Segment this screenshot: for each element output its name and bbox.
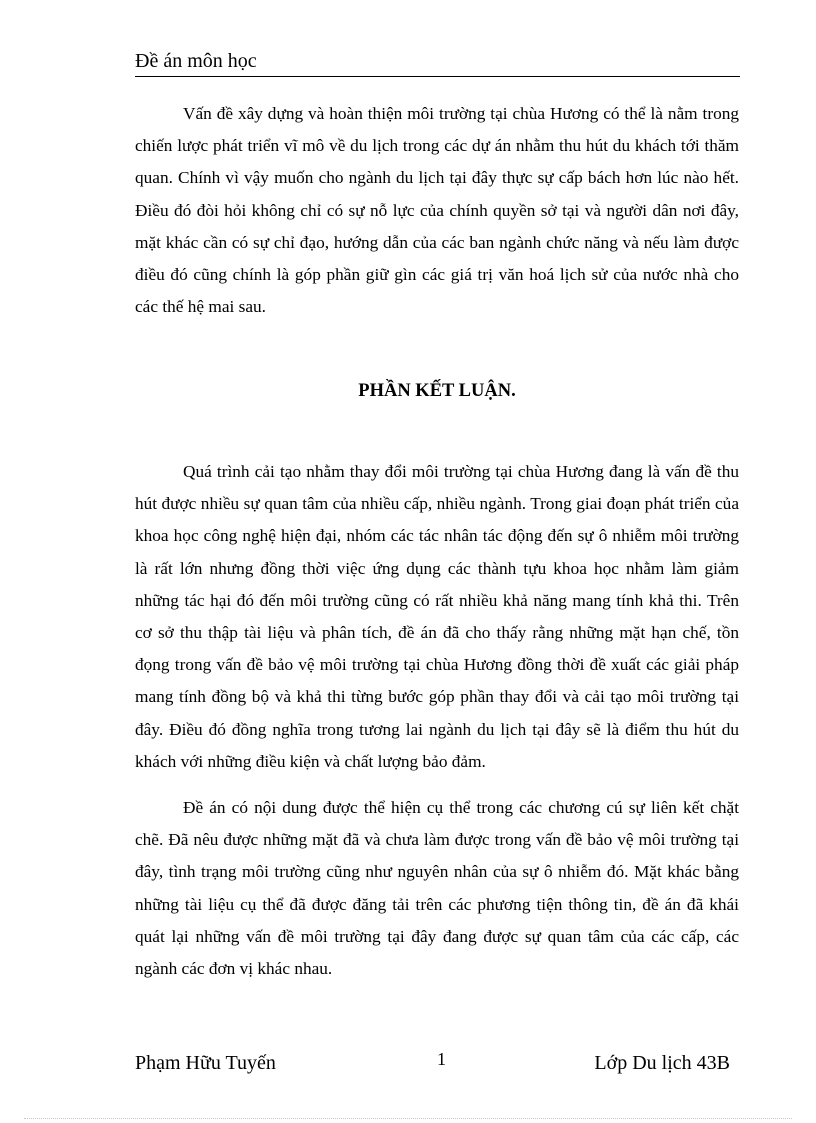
page-header (135, 48, 740, 77)
conclusion-paragraph-1: Quá trình cải tạo nhằm thay đổi môi trường tại chùa Hương đang là vấn đề thu hút được nhiều sự quan tâm của nhiều cấp, nhiều ngành. Trong giai đoạn phát triển của khoa học công nghệ hiện đại, nhóm các tác nhân tác động đến sự ô nhiễm môi trường là rất lớn nhưng đồng thời việc ứng dụng các thành tựu khoa học nhằm làm giảm những tác hại đó đến môi trường cũng có rất nhiều khả năng mang tính khả thi. Trên cơ sở thu thập tài liệu và phân tích, đề án đã cho thấy rằng những mặt hạn chế, tồn đọng trong vấn đề bảo vệ môi trường tại chùa Hương đồng thời đề xuất các giải pháp mang tính đồng bộ và khả thi từng bước góp phần thay đổi và cải tạo môi trường tại đây. Điều đó đồng nghĩa trong tương lai ngành du lịch tại đây sẽ là điểm thu hút du khách với những điều kiện và chất lượng bảo đảm. (135, 462, 739, 771)
section-title: PHẦN KẾT LUẬN. (358, 381, 516, 401)
page-footer (135, 1048, 730, 1078)
intro-section (135, 98, 739, 323)
page-edge-divider (24, 1118, 792, 1119)
conclusion-section (135, 456, 739, 985)
intro-paragraph: Vấn đề xây dựng và hoàn thiện môi trường tại chùa Hương có thể là nằm trong chiến lược phát triển vĩ mô về du lịch trong các dự án nhằm thu hút du khách tới thăm quan. Chính vì vậy muốn cho ngành du lịch tại đây thực sự cấp bách hơn lúc nào hết. Điều đó đòi hỏi không chỉ có sự nỗ lực của chính quyền sở tại và người dân nơi đây, mặt khác cần có sự chỉ đạo, hướng dẫn của các ban ngành chức năng và nếu làm được điều đó cũng chính là góp phần giữ gìn các giá trị văn hoá lịch sử của nước nhà cho các thế hệ mai sau. (135, 104, 739, 317)
footer-author: Phạm Hữu Tuyến (135, 1052, 276, 1074)
conclusion-paragraph-2: Đề án có nội dung được thể hiện cụ thể trong các chương cú sự liên kết chặt chẽ. Đã nêu được những mặt đã và chưa làm được trong vấn đề bảo vệ môi trường tại đây, tình trạng môi trường cũng như nguyên nhân của sự ô nhiễm đó. Mặt khác bằng những tài liệu cụ thể đã được đăng tải trên các phương tiện thông tin, đề án đã khái quát lại những vấn đề môi trường tại đây đang được sự quan tâm của các cấp, các ngành các đơn vị khác nhau. (135, 798, 739, 979)
footer-class-name: Lớp Du lịch 43B (594, 1052, 730, 1074)
header-title: Đề án môn học (135, 50, 257, 72)
page-number: 1 (437, 1049, 446, 1069)
